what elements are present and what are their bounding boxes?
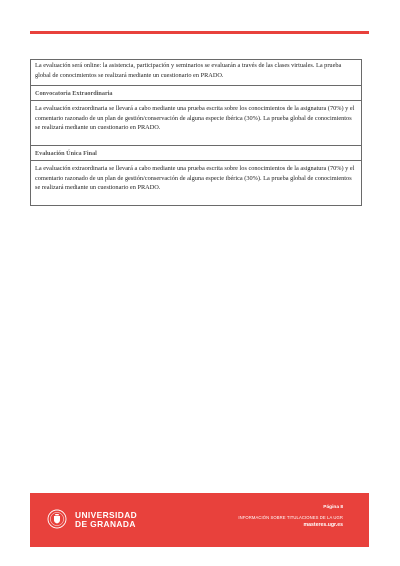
university-seal-icon xyxy=(47,509,67,529)
page-footer xyxy=(30,493,369,547)
university-name-line1: UNIVERSIDAD xyxy=(75,510,138,520)
section-heading-extraordinaria: Convocatoria Extraordinaria xyxy=(31,86,361,101)
university-name xyxy=(75,511,137,529)
university-name-line2: DE GRANADA xyxy=(75,519,136,529)
section-body-unica-final: La evaluación extraordinaria se llevará a cabo mediante una prueba escrita sobre los conocimientos de la asignatura (70%) y el comentario razonado de un plan de gestión/conservación de alguna especie ibérica (30%). La prueba global de conocimientos se realizará mediante un cuestionario en PRADO. xyxy=(35,164,355,192)
info-label: INFORMACIÓN SOBRE TITULACIONES DE LA UGR xyxy=(238,515,343,520)
evaluation-table xyxy=(30,59,362,206)
intro-paragraph: La evaluación será online: la asistencia, participación y seminarios se evaluarán a través de las clases virtuales. La prueba global de conocimientos se realizará mediante un cuestionario en PRADO. xyxy=(31,60,361,86)
section-body-extraordinaria: La evaluación extraordinaria se llevará a cabo mediante una prueba escrita sobre los conocimientos de la asignatura (70%) y el comentario razonado de un plan de gestión/conservación de alguna especie ibérica (30%). La prueba global de conocimientos se realizará mediante un cuestionario en PRADO. xyxy=(31,101,361,146)
site-link[interactable]: masteres.ugr.es xyxy=(303,522,343,528)
top-accent-rule xyxy=(30,31,369,34)
page-number: Página 8 xyxy=(323,505,343,510)
section-heading-unica-final: Evaluación Única Final xyxy=(31,146,361,161)
